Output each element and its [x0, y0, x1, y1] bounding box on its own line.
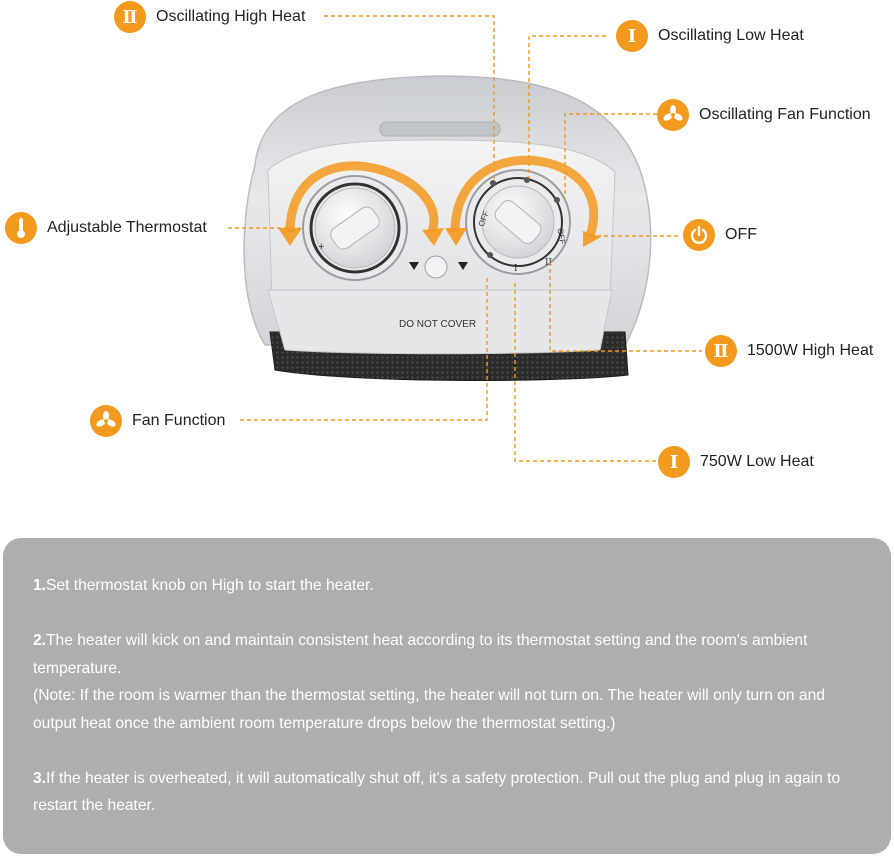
instruction-step-3: [33, 765, 861, 820]
instruction-step-2: [33, 627, 861, 737]
dial-label-low: I: [514, 264, 518, 274]
callout-off: [683, 219, 757, 251]
instruction-step-1: [33, 572, 861, 600]
callout-750w-low-heat: [658, 446, 814, 478]
thermostat-plus: +: [318, 241, 325, 253]
roman-two-arc-icon: Ⅱ: [114, 1, 146, 33]
step-number: 3.: [33, 769, 47, 787]
thermostat-minus: -: [367, 263, 371, 275]
thermostat-knob: [303, 176, 407, 280]
callout-label: Adjustable Thermostat: [47, 219, 207, 236]
callout-fan-function: [90, 405, 225, 437]
callout-oscillating-low-heat: [616, 20, 804, 52]
dial-label-off: OFF: [476, 209, 491, 228]
step-number: 1.: [33, 577, 47, 594]
instructions-panel: [3, 538, 891, 854]
dial-label-high: II: [545, 258, 553, 268]
step-number: 2.: [33, 632, 47, 649]
step-text: If the heater is overheated, it will automatically shut off, it's a safety protection. Pull out the plug and plug in again to restart the heater.: [33, 769, 841, 814]
step-text: Set thermostat knob on High to start the heater.: [46, 577, 374, 594]
callout-1500w-high-heat: [705, 335, 873, 367]
callout-label: OFF: [725, 226, 757, 243]
callout-oscillating-high-heat: [114, 1, 305, 33]
callout-label: 1500W High Heat: [747, 342, 874, 359]
step-text: The heater will kick on and maintain consistent heat according to its thermostat setting and the room's ambient temperature.: [33, 632, 808, 677]
thermometer-icon: [5, 212, 37, 244]
step-note: (Note: If the room is warmer than the thermostat setting, the heater will not turn on. The heater will only turn on and output heat once the ambient room temperature drops below the thermostat setting.): [33, 687, 825, 732]
callout-label: Oscillating High Heat: [156, 8, 306, 25]
fan-icon: [90, 405, 122, 437]
dial-label-off-right: OFF: [555, 227, 568, 245]
roman-one-icon: Ⅰ: [658, 446, 690, 478]
callout-label: Oscillating Low Heat: [658, 27, 804, 44]
fan-icon: [657, 99, 689, 131]
callout-label: Oscillating Fan Function: [699, 106, 871, 123]
power-icon: [683, 219, 715, 251]
callout-oscillating-fan-function: [657, 99, 871, 131]
callout-label: Fan Function: [132, 412, 226, 429]
do-not-cover-label: DO NOT COVER: [399, 319, 477, 330]
roman-two-icon: Ⅱ: [705, 335, 737, 367]
callout-adjustable-thermostat: [5, 212, 207, 244]
callout-label: 750W Low Heat: [700, 453, 814, 470]
roman-one-arc-icon: Ⅰ: [616, 20, 648, 52]
mode-knob: [466, 170, 570, 274]
